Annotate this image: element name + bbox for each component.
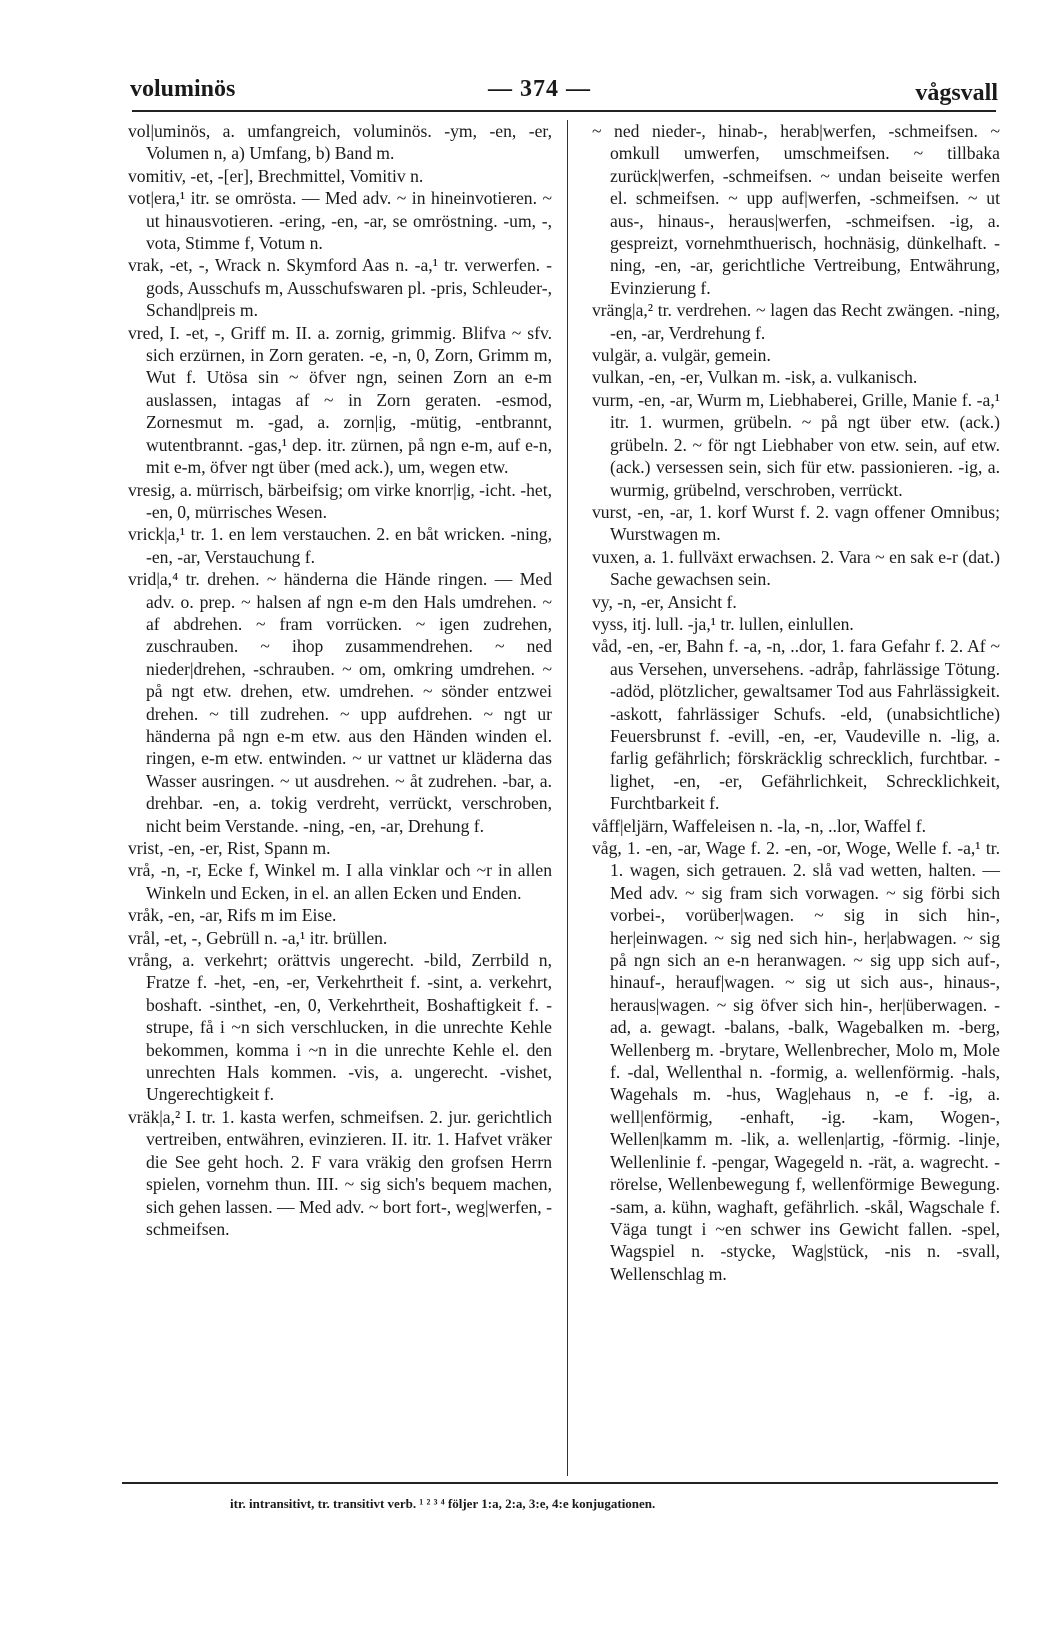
entry: vulgär, a. vulgär, gemein. [592,345,771,366]
entry: vyss, itj. lull. -ja,¹ tr. lullen, einlullen. [592,613,854,634]
entry: ~ ned nieder-, hinab-, herab|werfen, -schmeifsen. ~ omkull umwerfen, umschmeifsen. ~ tillbaka zurück|werfen, -schmeifsen. ~ undan beiseite werfen el. schmeifsen. ~ upp auf|werfen, -schmeifsen. ~ ut aus-, hinaus-, heraus|werfen, -schmeifsen. -ig, a. gespreizt, vornehmthuerisch, hochnäsig, dünkelhaft. -ning, -en, -ar, gerichtliche Vertreibung, Entwährung, Evinzierung f. [592,121,1000,298]
entry: vred, I. -et, -, Griff m. II. a. zornig, grimmig. Blifva ~ sfv. sich erzürnen, in Zorn geraten. -e, -n, 0, Zorn, Grimm m, Wut f. Utösa sin ~ öfver ngn, seinen Zorn an e-m auslassen, intagas af ~ in Zorn geraten. -esmod, Zornesmut m. -gad, a. zorn|ig, -mütig, -entbrannt, wutentbrannt. -gas,¹ dep. itr. zürnen, på ngn e-m, auf e-n, mit e-m, öfver ngt über (med ack.), um, wegen etw. [128,322,552,478]
column-divider [567,120,568,1476]
page-header [118,72,998,112]
header-rule [132,110,996,112]
page-number: — 374 — [488,76,591,102]
left-column [128,120,552,1240]
header-first-word: voluminös [130,76,236,102]
entry: vresig, a. mürrisch, bärbeifsig; om virke knorr|ig, -icht. -het, -en, 0, mürrisches Wesen. [128,479,552,522]
entry: vuxen, a. 1. fullväxt erwachsen. 2. Vara ~ en sak e-r (dat.) Sache gewachsen sein. [592,546,1000,590]
entry: vot|era,¹ itr. se omrösta. — Med adv. ~ in hineinvotieren. ~ ut hinausvotieren. -ering, -en, -ar, se omröstning. -um, -, vota, Stimme f, Votum n. [128,188,552,254]
entry: vy, -n, -er, Ansicht f. [592,591,737,612]
entry: vulkan, -en, -er, Vulkan m. -isk, a. vulkanisch. [592,367,918,388]
entry: vrid|a,⁴ tr. drehen. ~ händerna die Hände ringen. — Med adv. o. prep. ~ halsen af ngn e-m den Hals umdrehen. ~ af abdrehen. ~ fram vorrücken. ~ igen zudrehen, zuschrauben. ~ ihop zusammendrehen. ~ ned nieder|drehen, -schrauben. ~ om, omkring umdrehen. ~ på ngt etw. drehen, etw. umdrehen. ~ sönder entzwei drehen. ~ till zudrehen. ~ upp aufdrehen. ~ ngt ur händerna på ngn e-m etw. aus den Händen winden el. ringen, e-m etw. entwinden. ~ ur vattnet ur kläderna das Wasser ausringen. ~ ut ausdrehen. ~ åt zudrehen. -bar, a. drehbar. -en, a. tokig verdreht, verrückt, verschroben, nicht beim Verstande. -ning, -en, -ar, Drehung f. [128,569,552,836]
entry: vräk|a,² I. tr. 1. kasta werfen, schmeifsen. 2. jur. gerichtlich vertreiben, entwähren, evinzieren. II. itr. 1. Hafvet vräker die See geht hoch. 2. F vara vräkig den grofsen Herrn spielen, vornehm thun. III. ~ sig sich's bequem machen, sich gehen lassen. — Med adv. ~ bort fort-, weg|werfen, -schmeifsen. [128,1106,552,1239]
entry: vrå, -n, -r, Ecke f, Winkel m. I alla vinklar och ~r in allen Winkeln und Ecken, in el. an allen Ecken und Enden. [128,860,552,903]
entry: vomitiv, -et, -[er], Brechmittel, Vomitiv n. [128,165,424,186]
entry: vurst, -en, -ar, 1. korf Wurst f. 2. vagn offener Omnibus; Wurstwagen m. [592,501,1000,545]
entry: vol|uminös, a. umfangreich, voluminös. -ym, -en, -er, Volumen n, a) Umfang, b) Band m. [128,121,552,164]
entry: vrick|a,¹ tr. 1. en lem verstauchen. 2. en båt wricken. -ning, -en, -ar, Verstauchung f. [128,524,552,567]
entry: vrång, a. verkehrt; orättvis ungerecht. -bild, Zerrbild n, Fratze f. -het, -en, -er, Verkehrtheit f. -sint, a. verkehrt, boshaft. -sinthet, -en, 0, Verkehrtheit, Boshaftigkeit f. -strupe, få i ~n sich verschlucken, in die unrechte Kehle bekommen, komma i ~n in die unrechte Kehle el. den unrechten Hals kommen. -vis, a. ungerecht. -vishet, Ungerechtigkeit f. [128,950,552,1105]
abbreviation-footnote: itr. intransitivt, tr. transitivt verb. ¹ ² ³ ⁴ följer 1:a, 2:a, 3:e, 4:e konjugationen. [230,1496,656,1511]
entry: vrål, -et, -, Gebrüll n. -a,¹ itr. brüllen. [128,927,388,948]
header-last-word: vågsvall [915,80,998,106]
entry: vrak, -et, -, Wrack n. Skymford Aas n. -a,¹ tr. verwerfen. -gods, Ausschufs m, Ausschufswaren pl. -pris, Schleuder-, Schand|preis m. [128,255,552,321]
entry: vurm, -en, -ar, Wurm m, Liebhaberei, Grille, Manie f. -a,¹ itr. 1. wurmen, grübeln. ~ på ngt über etw. (ack.) grübeln. 2. ~ för ngt Liebhaber von etw. sein, auf etw. (ack.) versessen sein, sich für etw. passionieren. -ig, a. wurmig, grübelnd, verschroben, verrückt. [592,389,1000,500]
entry: våff|eljärn, Waffeleisen n. -la, -n, ..lor, Waffel f. [592,815,926,836]
entry: våg, 1. -en, -ar, Wage f. 2. -en, -or, Woge, Welle f. -a,¹ tr. 1. wagen, sich getrauen. 2. slå vad wetten, halten. — Med adv. ~ sig fram sich vorwagen. ~ sig förbi sich vorbei-, vorüber|wagen. ~ sig in sich hin-, her|einwagen. ~ sig ned sich hin-, her|abwagen. ~ sig på ngn sich an e-n heranwagen. ~ sig upp sich auf-, hinauf-, herauf|wagen. ~ sig ut sich aus-, hinaus-, heraus|wagen. ~ sig öfver sich hin-, her|überwagen. -ad, a. gewagt. -balans, -balk, Wagebalken m. -berg, Wellenberg m. -brytare, Wellenbrecher, Molo m, Mole f. -dal, Wellenthal n. -formig, a. wellenförmig. -hals, Wagehals m. -hus, Wag|ehaus n, -e f. -ig, a. well|enförmig, -enhaft, -ig. -kam, Wogen-, Wellen|kamm m. -lik, a. wellen|artig, -förmig. -linje, Wellenlinie f. -pengar, Wagegeld n. -rät, a. wagrecht. -rörelse, Wellenbewegung f, wellenförmige Bewegung. -sam, a. kühn, waghaft, gefährlich. -skål, Wagschale f. Väga tungt i ~en schwer ins Gewicht fallen. -spel, Wagspiel n. -stycke, Wag|stück, -nis n. -svall, Wellenschlag m. [592,838,1000,1284]
entry: vrist, -en, -er, Rist, Spann m. [128,838,331,858]
entry: vräng|a,² tr. verdrehen. ~ lagen das Recht zwängen. -ning, -en, -ar, Verdrehung f. [592,300,1000,343]
entry: vråk, -en, -ar, Rifs m im Eise. [128,905,337,926]
entry: våd, -en, -er, Bahn f. -a, -n, ..dor, 1. fara Gefahr f. 2. Af ~ aus Versehen, unversehens. -adråp, fahrlässige Tötung. -adöd, plötzlicher, gewaltsamer Tod aus Fahrlässigkeit. -askott, fahrlässiger Schufs. -eld, (unabsichtliche) Feuersbrunst f. -evill, -en, -er, Vaudeville n. -lig, a. farlig gefährlich; förskräcklig schrecklich, furchtbar. -lighet, -en, -er, Gefährlichkeit, Schrecklichkeit, Furchtbarkeit f. [592,636,1000,814]
footer-rule [122,1482,998,1484]
right-column [592,120,1000,1285]
